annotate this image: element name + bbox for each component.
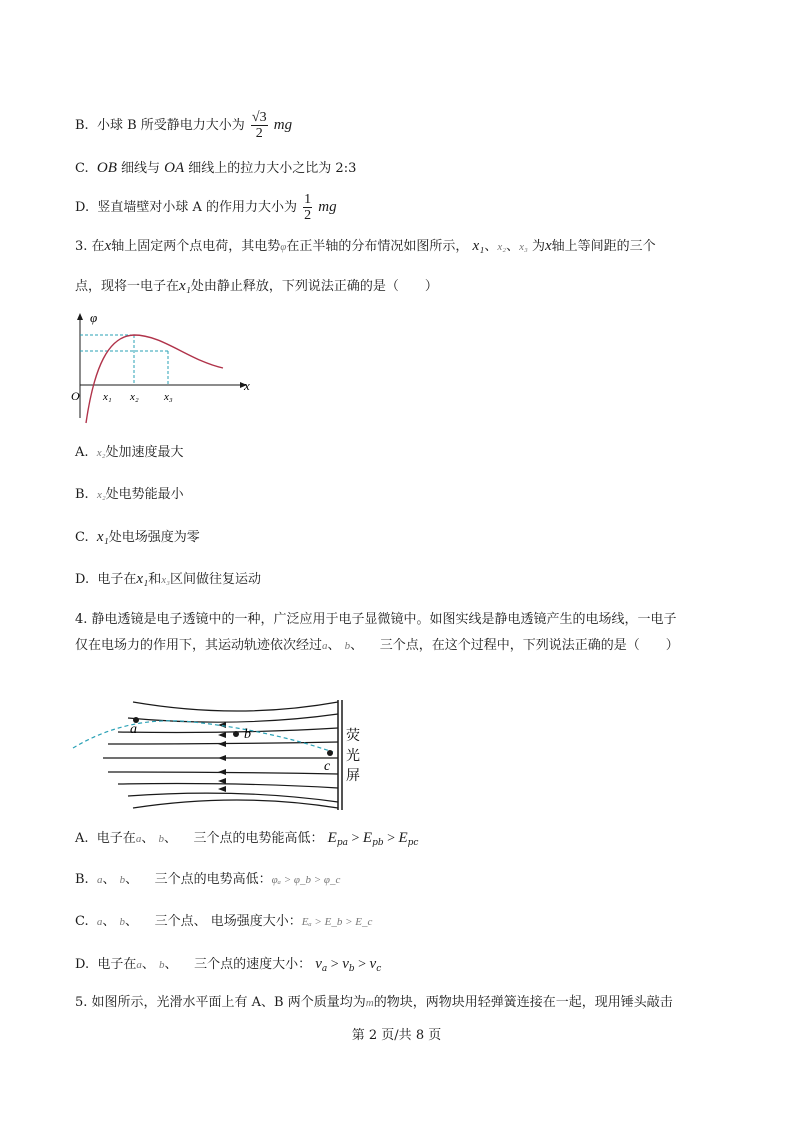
screen-label-2: 光	[346, 749, 360, 764]
x-axis-label: x	[244, 378, 250, 393]
y-arrow	[77, 313, 83, 320]
q3-option-b: B. x₂处电势能最小	[75, 487, 184, 502]
electrostatic-lens-figure	[68, 700, 378, 810]
point-c-dot	[327, 750, 333, 756]
q3-stem-line2: 点，现将一电子在x₁处由静止释放，下列说法正确的是（ ）	[75, 278, 438, 294]
field-lines	[103, 702, 338, 808]
electron-trajectory	[73, 721, 333, 752]
phi-label: φ	[90, 310, 98, 325]
q4-stem-line1: 4. 静电透镜是电子透镜中的一种，广泛应用于电子显微镜中。如图实线是静电透镜产生的电场线，一电子	[75, 612, 677, 627]
potential-graph	[68, 308, 253, 428]
q4-option-a: A. 电子在a、 b、 三个点的电势能高低： $E_{pa} > E_{pb} > E_{pc}$	[75, 830, 419, 848]
option-b-prev: B. 小球 B 所受静电力大小为 $\frac{√3}{2}$ mg	[75, 110, 293, 141]
point-b-dot	[233, 731, 239, 737]
tick-x2: x₂	[130, 391, 139, 403]
q4-option-c: C. a、 b、 三个点、 电场强度大小：Eₐ > E_b > E_c	[75, 914, 373, 929]
q4-option-d: D. 电子在a、 b、 三个点的速度大小： $v_a > v_b > v_c$	[75, 956, 382, 974]
q4-stem-line2: 仅在电场力的作用下，其运动轨迹依次经过a、 b、 三个点，在这个过程中，下列说法正确的是（ ）	[75, 638, 679, 653]
option-c-prev: C. OB 细线与 OA 细线上的拉力大小之比为 2:3	[75, 160, 357, 176]
point-c-label: c	[324, 759, 331, 774]
screen-label-3: 屏	[346, 769, 360, 784]
q3-stem-line1: 3. 在x轴上固定两个点电荷，其电势φ在正半轴的分布情况如图所示， x₁、x₂、x₃ 为x轴上等间距的三个	[75, 238, 656, 254]
q5-stem-line1: 5. 如图所示，光滑水平面上有 A、B 两个质量均为m的物块，两物块用轻弹簧连接在一起，现用锤头敲击	[75, 995, 673, 1010]
q3-option-a: A. x₂处加速度最大	[75, 445, 184, 460]
tick-x3: x₃	[164, 391, 173, 403]
q3-option-d: D. 电子在x₁和x₃区间做往复运动	[75, 571, 261, 587]
point-b-label: b	[244, 727, 251, 742]
fraction: $\frac{1}{2}$	[304, 192, 312, 223]
page-footer: 第 2 页/共 8 页	[351, 1028, 442, 1043]
origin-label: O	[71, 389, 80, 403]
potential-curve	[86, 335, 223, 423]
fraction: $\frac{√3}{2}$	[251, 110, 267, 141]
q4-option-b: B. a、 b、 三个点的电势高低：φₐ > φ_b > φ_c	[75, 872, 341, 887]
screen-label-1: 荧	[346, 729, 360, 744]
point-a-label: a	[130, 722, 137, 737]
option-d-prev: D. 竖直墙壁对小球 A 的作用力大小为 $\frac{1}{2}$ mg	[75, 192, 337, 223]
q3-option-c: C. x₁处电场强度为零	[75, 529, 200, 545]
tick-x1: x₁	[103, 391, 112, 403]
